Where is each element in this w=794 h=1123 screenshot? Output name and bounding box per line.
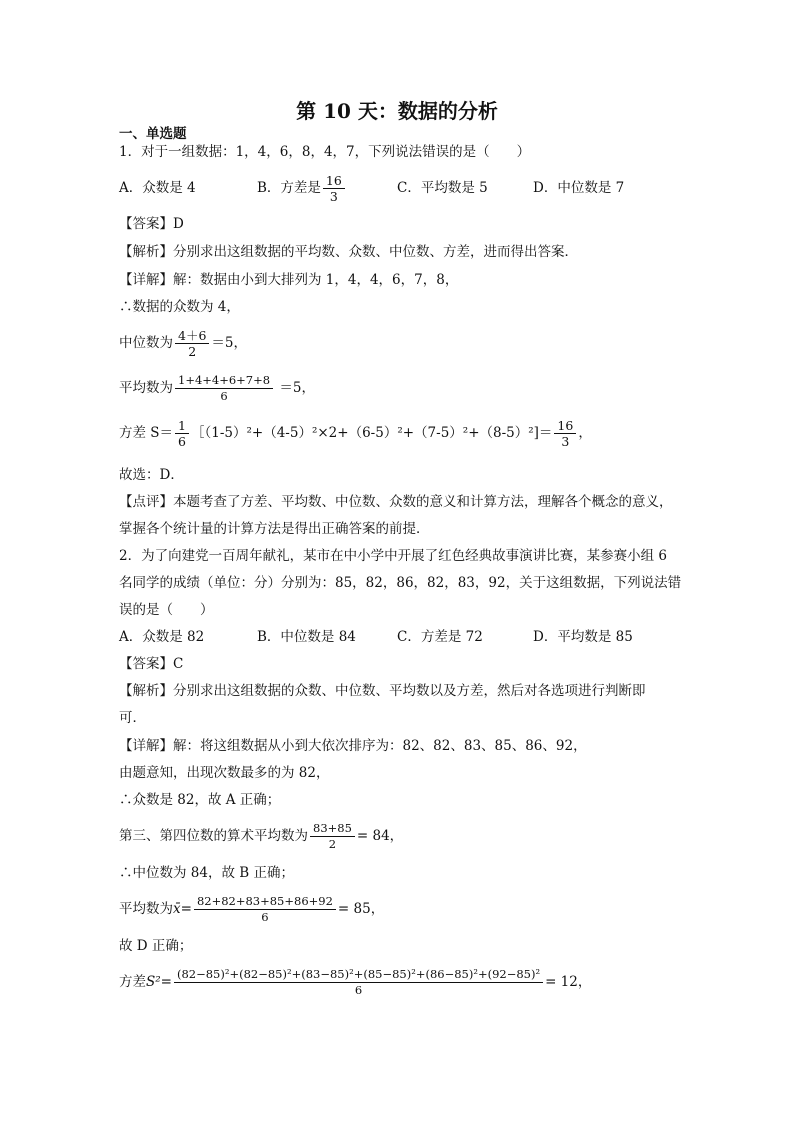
q2-variance-symbol: S² xyxy=(146,974,161,990)
fraction-numerator: 16 xyxy=(323,173,345,189)
q2-median-line xyxy=(119,818,403,854)
q1-mean-line xyxy=(119,370,315,406)
fraction-denominator: 6 xyxy=(354,983,363,997)
q1-variance-line xyxy=(119,415,592,451)
q2-median-fraction xyxy=(310,821,355,852)
q2-median-conclusion: ∴中位数为 84，故 B 正确； xyxy=(119,865,294,881)
q1-option-d: D．中位数是 7 xyxy=(533,180,625,196)
q1-mean-fraction xyxy=(175,373,273,404)
q1-choose: 故选：D． xyxy=(119,467,184,483)
q2-detail-line2: 由题意知，出现次数最多的为 82， xyxy=(119,765,330,781)
q2-median-label: 第三、第四位数的算术平均数为 xyxy=(119,828,308,844)
q1-option-b xyxy=(257,170,347,206)
fraction-denominator: 6 xyxy=(178,434,186,449)
q1-median-line xyxy=(119,325,247,361)
q2-mean-result: = 85， xyxy=(337,901,385,917)
q2-variance-line xyxy=(119,964,591,1000)
fraction-denominator: 3 xyxy=(561,434,570,449)
q1-mean-result: ＝5， xyxy=(279,380,315,396)
q2-analysis-line2: 可． xyxy=(119,710,146,726)
page-title: 第 10 天：数据的分析 xyxy=(296,99,498,123)
q1-detail: 【详解】解：数据由小到大排列为 1，4，4，6，7，8， xyxy=(119,272,459,288)
q2-stem-line1: 2．为了向建党一百周年献礼，某市在中小学中开展了红色经典故事演讲比赛，某参赛小组 6 xyxy=(119,548,667,564)
q2-stem-line2: 名同学的成绩（单位：分）分别为：85，82，86，82，83，92，关于这组数据，下列说法错 xyxy=(119,575,682,591)
q2-mean-fraction xyxy=(194,894,336,925)
q2-option-b: B．中位数是 84 xyxy=(257,629,356,645)
q1-comment-line2: 掌握各个统计量的计算方法是得出正确答案的前提． xyxy=(119,521,430,537)
fraction-numerator: 1 xyxy=(175,418,189,434)
fraction-numerator: (82−85)²+(82−85)²+(83−85)²+(85−85)²+(86−85)²+(92−85)² xyxy=(174,967,543,983)
q2-mean-symbol: x̄ xyxy=(173,901,181,917)
q2-mean-equals: = xyxy=(180,901,192,917)
fraction-denominator: 6 xyxy=(261,910,269,924)
q1-stem: 1．对于一组数据：1，4，6，8，4，7，下列说法错误的是（ ） xyxy=(119,144,531,160)
q1-median-result: ＝5， xyxy=(211,335,247,351)
q1-option-c: C．平均数是 5 xyxy=(397,180,488,196)
q1-mode: ∴数据的众数为 4， xyxy=(119,299,240,315)
fraction-denominator: 2 xyxy=(188,344,197,359)
fraction-numerator: 16 xyxy=(554,418,576,434)
fraction-numerator: 1+4+4+6+7+8 xyxy=(175,373,273,389)
q2-detail: 【详解】解：将这组数据从小到大依次排序为：82、82、83、85、86、92， xyxy=(119,738,587,754)
q1-variance-label: 方差 S＝ xyxy=(119,425,174,441)
q1-variance-result xyxy=(554,418,576,449)
q2-option-c: C．方差是 72 xyxy=(397,629,483,645)
q1-median-fraction xyxy=(175,328,209,359)
q2-variance-equals: = xyxy=(160,974,172,990)
fraction-numerator: 82+82+83+85+86+92 xyxy=(194,894,336,910)
q2-mean-conclusion: 故 D 正确； xyxy=(119,938,193,954)
q2-stem-line3: 误的是（ ） xyxy=(119,602,214,618)
q2-variance-fraction xyxy=(174,967,543,998)
q2-mode: ∴众数是 82，故 A 正确； xyxy=(119,792,281,808)
q2-option-a: A．众数是 82 xyxy=(119,629,205,645)
fraction-denominator: 3 xyxy=(329,189,338,204)
q1-comment-line1: 【点评】本题考查了方差、平均数、中位数、众数的意义和计算方法，理解各个概念的意义， xyxy=(119,494,673,510)
fraction-numerator: 4＋6 xyxy=(175,328,209,344)
q1-mean-label: 平均数为 xyxy=(119,380,173,396)
q1-analysis: 【解析】分别求出这组数据的平均数、众数、中位数、方差，进而得出答案． xyxy=(119,244,578,260)
q2-median-result: = 84， xyxy=(356,828,404,844)
q2-mean-line xyxy=(119,891,384,927)
q2-mean-label: 平均数为 xyxy=(119,901,173,917)
q1-median-label: 中位数为 xyxy=(119,335,173,351)
q1-option-b-label: B．方差是 xyxy=(257,180,321,196)
q1-option-b-fraction xyxy=(323,173,345,204)
q2-analysis-line1: 【解析】分别求出这组数据的众数、中位数、平均数以及方差，然后对各选项进行判断即 xyxy=(119,683,646,699)
q2-option-d: D．平均数是 85 xyxy=(533,629,633,645)
fraction-numerator: 83+85 xyxy=(310,821,355,837)
q1-variance-body: ［（1-5）²+（4-5）²×2+（6-5）²+（7-5）²+（8-5）²]＝ xyxy=(191,425,553,441)
q2-answer: 【答案】C xyxy=(119,656,184,672)
q1-variance-end: ， xyxy=(578,425,592,441)
section-heading: 一、单选题 xyxy=(119,126,187,142)
q2-variance-result: = 12， xyxy=(545,974,592,990)
q1-variance-coefficient xyxy=(175,418,189,449)
fraction-denominator: 2 xyxy=(328,837,337,851)
q1-answer: 【答案】D xyxy=(119,216,184,232)
q2-variance-label: 方差 xyxy=(119,974,146,990)
fraction-denominator: 6 xyxy=(220,389,228,403)
q1-option-a: A．众数是 4 xyxy=(119,180,196,196)
